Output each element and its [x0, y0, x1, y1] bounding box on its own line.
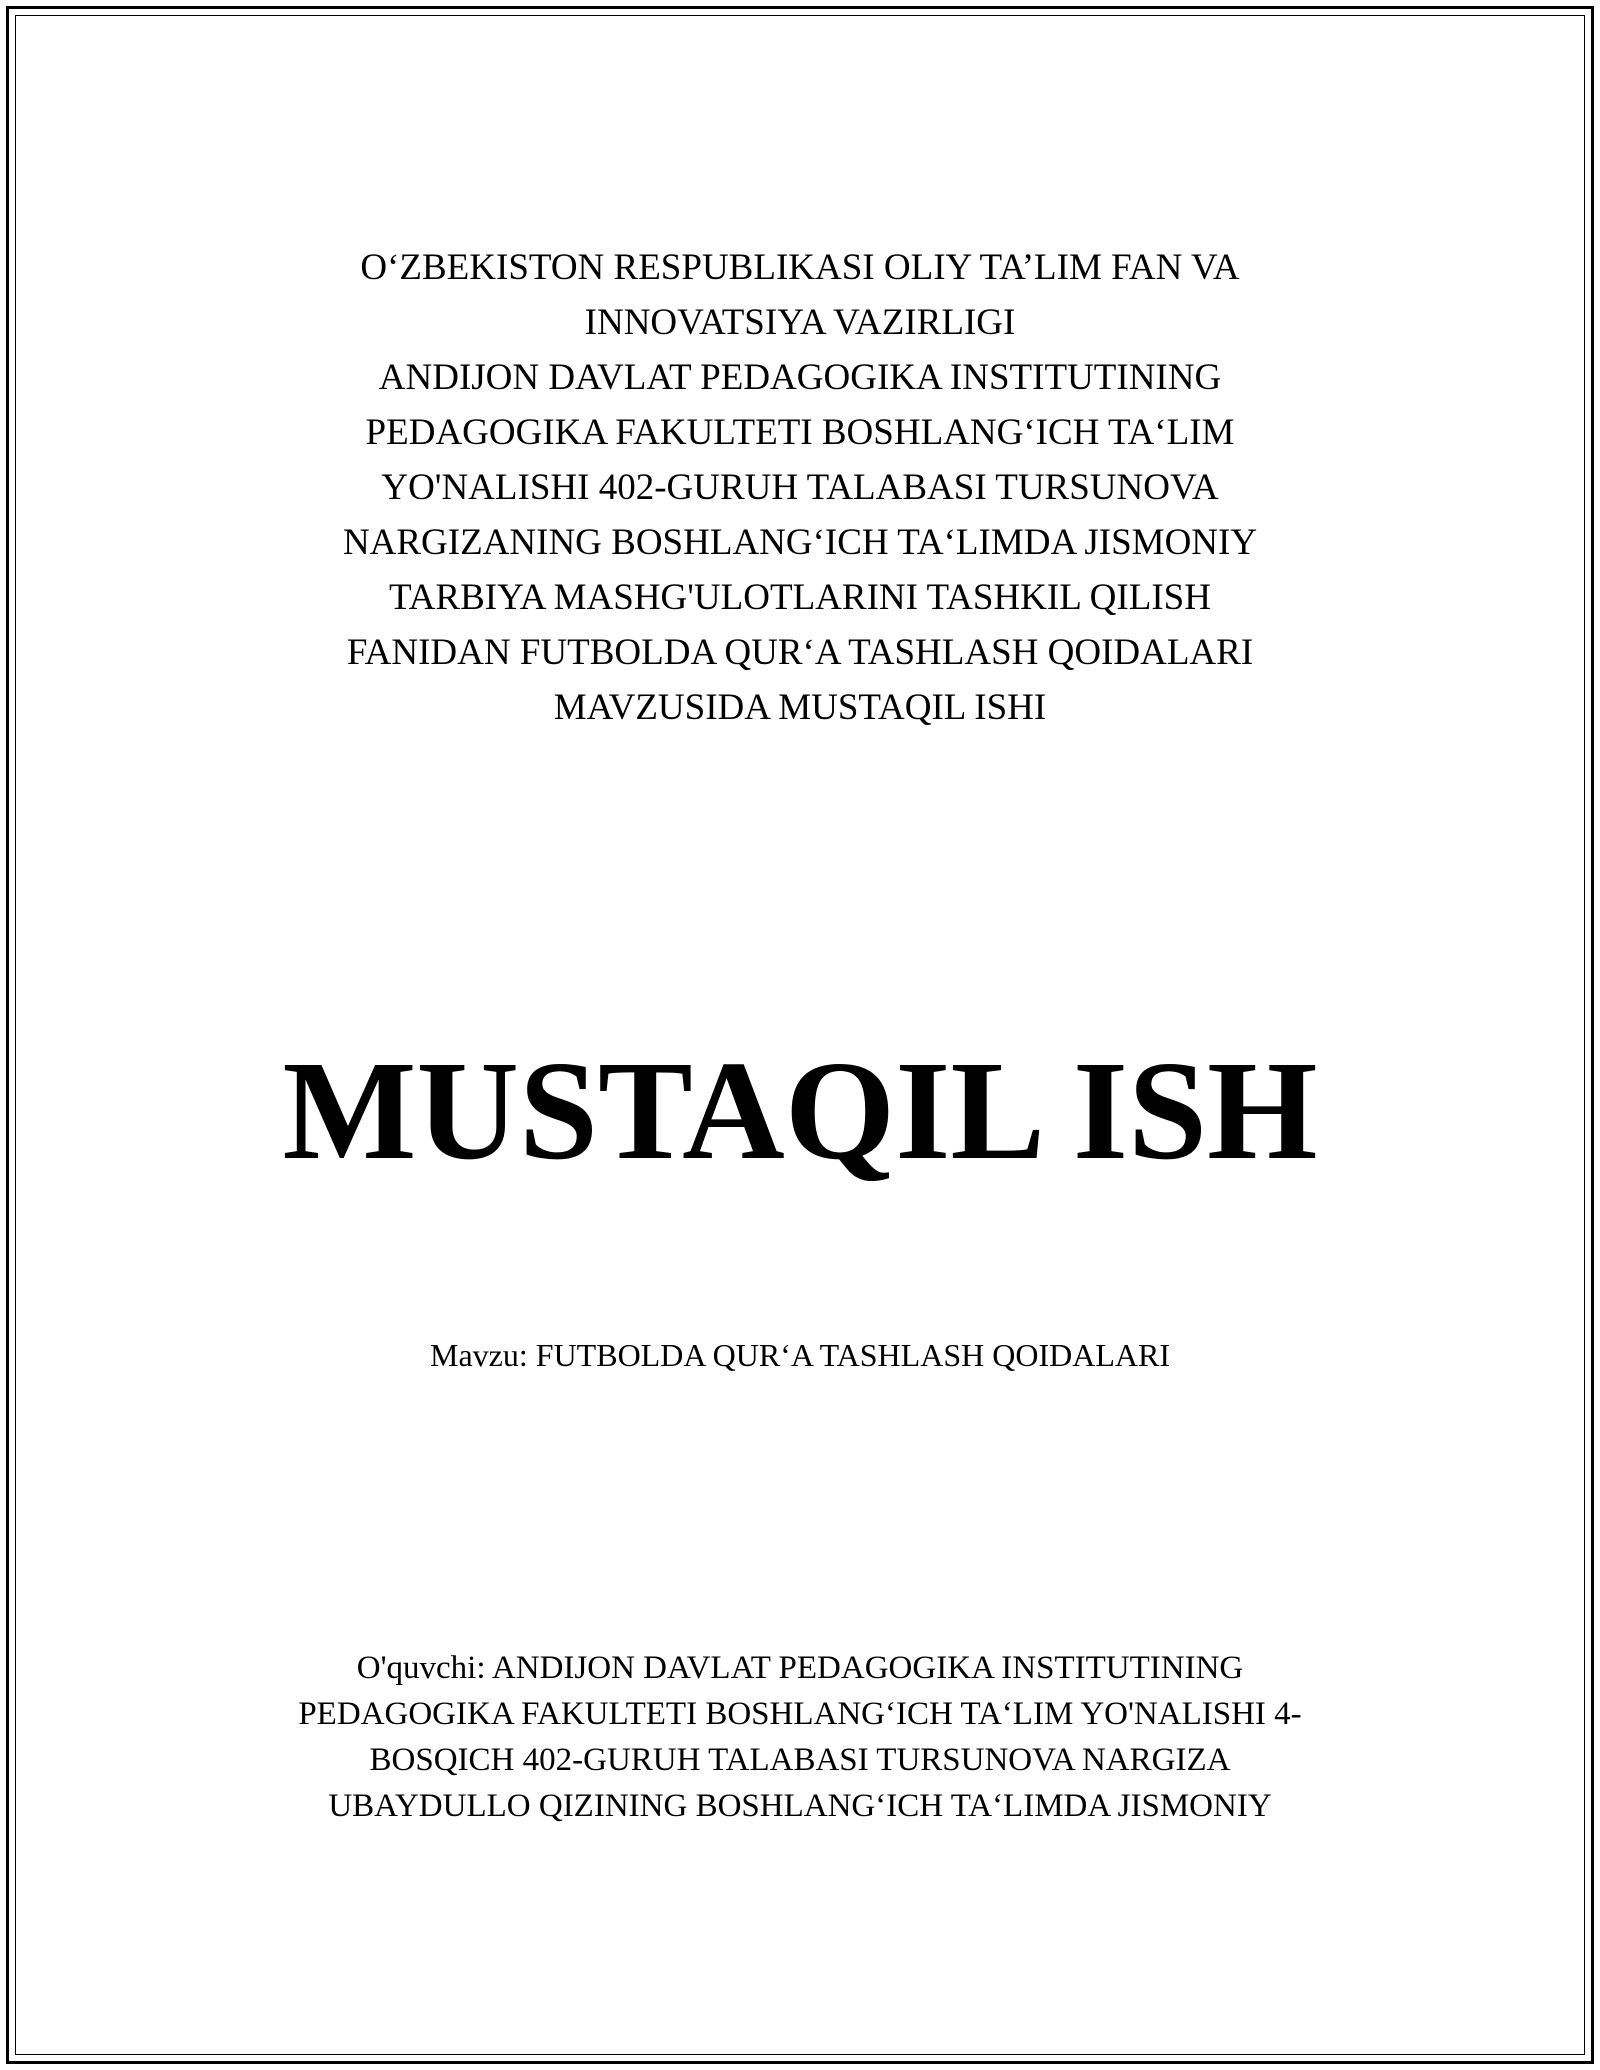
header-line: TARBIYA MASHG'ULOTLARINI TASHKIL QILISH: [389, 577, 1211, 618]
header-line: ANDIJON DAVLAT PEDAGOGIKA INSTITUTINING: [378, 357, 1222, 398]
header-line: O‘ZBEKISTON RESPUBLIKASI OLIY TA’LIM FAN VA: [360, 247, 1240, 288]
header-line: YO'NALISHI 402-GURUH TALABASI TURSUNOVA: [381, 467, 1219, 508]
header-line: INNOVATSIYA VAZIRLIGI: [584, 302, 1016, 343]
topic-line: Mavzu: FUTBOLDA QUR‘A TASHLASH QOIDALARI: [430, 1337, 1170, 1373]
document-title: MUSTAQIL ISH: [282, 1031, 1318, 1189]
header-line: NARGIZANING BOSHLANG‘ICH TA‘LIMDA JISMONIY: [342, 522, 1258, 563]
student-line: BOSQICH 402-GURUH TALABASI TURSUNOVA NARGIZA: [369, 1742, 1231, 1778]
header-line: MAVZUSIDA MUSTAQIL ISHI: [553, 687, 1047, 728]
header-line: PEDAGOGIKA FAKULTETI BOSHLANG‘ICH TA‘LIM: [365, 412, 1235, 453]
student-line: UBAYDULLO QIZINING BOSHLANG‘ICH TA‘LIMDA JISMONIY: [328, 1788, 1272, 1824]
student-line: PEDAGOGIKA FAKULTETI BOSHLANG‘ICH TA‘LIM YO'NALISHI 4-: [298, 1696, 1302, 1732]
institution-header: [200, 240, 1400, 735]
student-line: O'quvchi: ANDIJON DAVLAT PEDAGOGIKA INSTITUTINING: [356, 1650, 1244, 1686]
header-line: FANIDAN FUTBOLDA QUR‘A TASHLASH QOIDALARI: [346, 632, 1254, 673]
student-info: [180, 1645, 1420, 1829]
